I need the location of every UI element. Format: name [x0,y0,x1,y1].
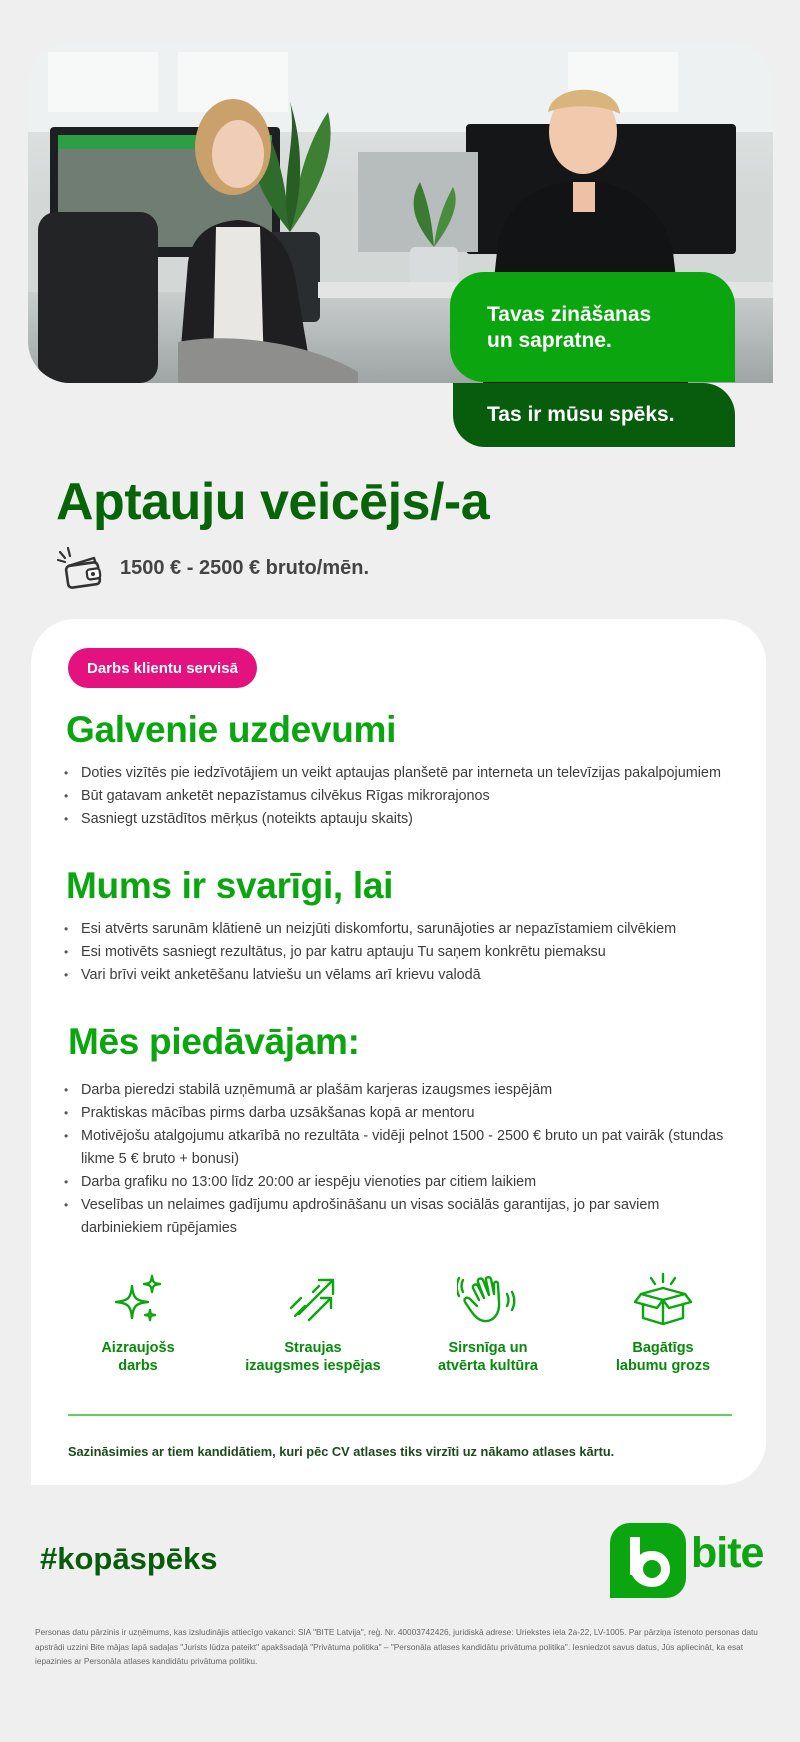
benefit-label-line1: Bagātīgs [632,1340,694,1356]
hero-bubble-primary [450,272,735,382]
salary-row [56,546,369,590]
list-item: • Veselības un nelaimes gadījumu apdrošināšanu un visas sociālās garantijas, jo par saviem darbiniekiem rūpējamies [64,1194,744,1240]
requirements-heading: Mums ir svarīgi, lai [66,865,394,906]
growth-arrows-icon [285,1272,341,1328]
job-title: Aptauju veicējs/-a [56,473,490,531]
hashtag: #kopāspēks [40,1541,218,1576]
hero-bubble-line2: un sapratne. [487,329,612,352]
benefit-label-line1: Aizraujošs [101,1340,175,1356]
job-details-card [31,619,766,1485]
benefit-culture [403,1272,573,1375]
benefit-label-line2: darbs [118,1358,158,1374]
benefit-exciting-work [53,1272,223,1375]
list-item: • Praktiskas mācības pirms darba uzsākšanas kopā ar mentoru [64,1102,744,1125]
tasks-list [64,762,744,831]
wallet-icon [56,546,106,590]
offer-list [64,1079,744,1240]
bite-logo-text: bite [691,1529,764,1577]
benefit-label-line2: labumu grozs [615,1358,711,1374]
hero-bubble-secondary [453,383,735,447]
list-item: • Būt gatavam anketēt nepazīstamus cilvēkus Rīgas mikrorajonos [64,785,744,808]
benefit-label-line2: atvērta kultūra [438,1358,538,1374]
list-item: • Doties vizītēs pie iedzīvotājiem un veikt aptaujas planšetē par interneta un televīzijas pakalpojumiem [64,762,744,785]
benefit-label-line1: Straujas [284,1340,342,1356]
benefit-growth [228,1272,398,1375]
open-box-icon [633,1272,693,1328]
list-item: • Darba grafiku no 13:00 līdz 20:00 ar iespēju vienoties par citiem laikiem [64,1171,744,1194]
list-item: • Esi atvērts sarunām klātienē un neizjūti diskomfortu, sarunājoties ar nepazīstamiem cilvēkiem [64,918,744,941]
waving-hand-icon [457,1272,519,1328]
hero-bubble-secondary-text: Tas ir mūsu spēks. [487,403,675,426]
benefit-label-line2: izaugsmes iespējas [245,1358,381,1374]
list-item: • Vari brīvi veikt anketēšanu latviešu un vēlams arī krievu valodā [64,964,744,987]
category-tag: Darbs klientu servisā [68,648,257,688]
list-item: • Motivējošu atalgojumu atkarībā no rezultāta - vidēji pelnot 1500 - 2500 € bruto un pat vairāk (stundas likme 5 € bruto + bonusi) [64,1125,744,1171]
benefit-perks [578,1272,748,1375]
benefit-label-line1: Sirsnīga un [448,1340,528,1356]
list-item: • Sasniegt uzstādītos mērķus (noteikts aptauju skaits) [64,808,744,831]
divider [68,1414,732,1416]
sparkles-icon [110,1272,166,1328]
requirements-list [64,918,744,987]
list-item: • Esi motivēts sasniegt rezultātus, jo par katru aptauju Tu saņem konkrētu piemaksu [64,941,744,964]
benefits-row [53,1272,753,1392]
selection-note: Sazināsimies ar tiem kandidātiem, kuri pēc CV atlases tiks virzīti uz nākamo atlases kārtu. [68,1444,615,1459]
bite-logo-mark-icon [610,1523,686,1598]
legal-notice: Personas datu pārzinis ir uzņēmums, kas izsludinājis attiecīgo vakanci: SIA "BITE Latvija", reģ. Nr. 40003742426, juridiskā adrese: Uriekstes iela 2a-22, LV-1005. Par pārziņa īstenoto personas datu apstrādi uzzini Bite mājas lapā sadaļas "Jurists lūdza pateikt" apakšsadaļā "Privātuma politika" – "Personāla atlases kandidātu privātuma politika". Iesniedzot savus datus, Jūs apliecināt, ka esat iepazinies ar Personāla atlases kandidātu privātuma politiku. [35,1627,758,1666]
offer-heading: Mēs piedāvājam: [68,1021,360,1062]
list-item: • Darba pieredzi stabilā uzņēmumā ar plašām karjeras izaugsmes iespējām [64,1079,744,1102]
tasks-heading: Galvenie uzdevumi [66,709,397,750]
bite-logo [610,1523,780,1598]
salary-text: 1500 € - 2500 € bruto/mēn. [120,556,370,579]
hero-bubble-line1: Tavas zināšanas [487,303,652,326]
